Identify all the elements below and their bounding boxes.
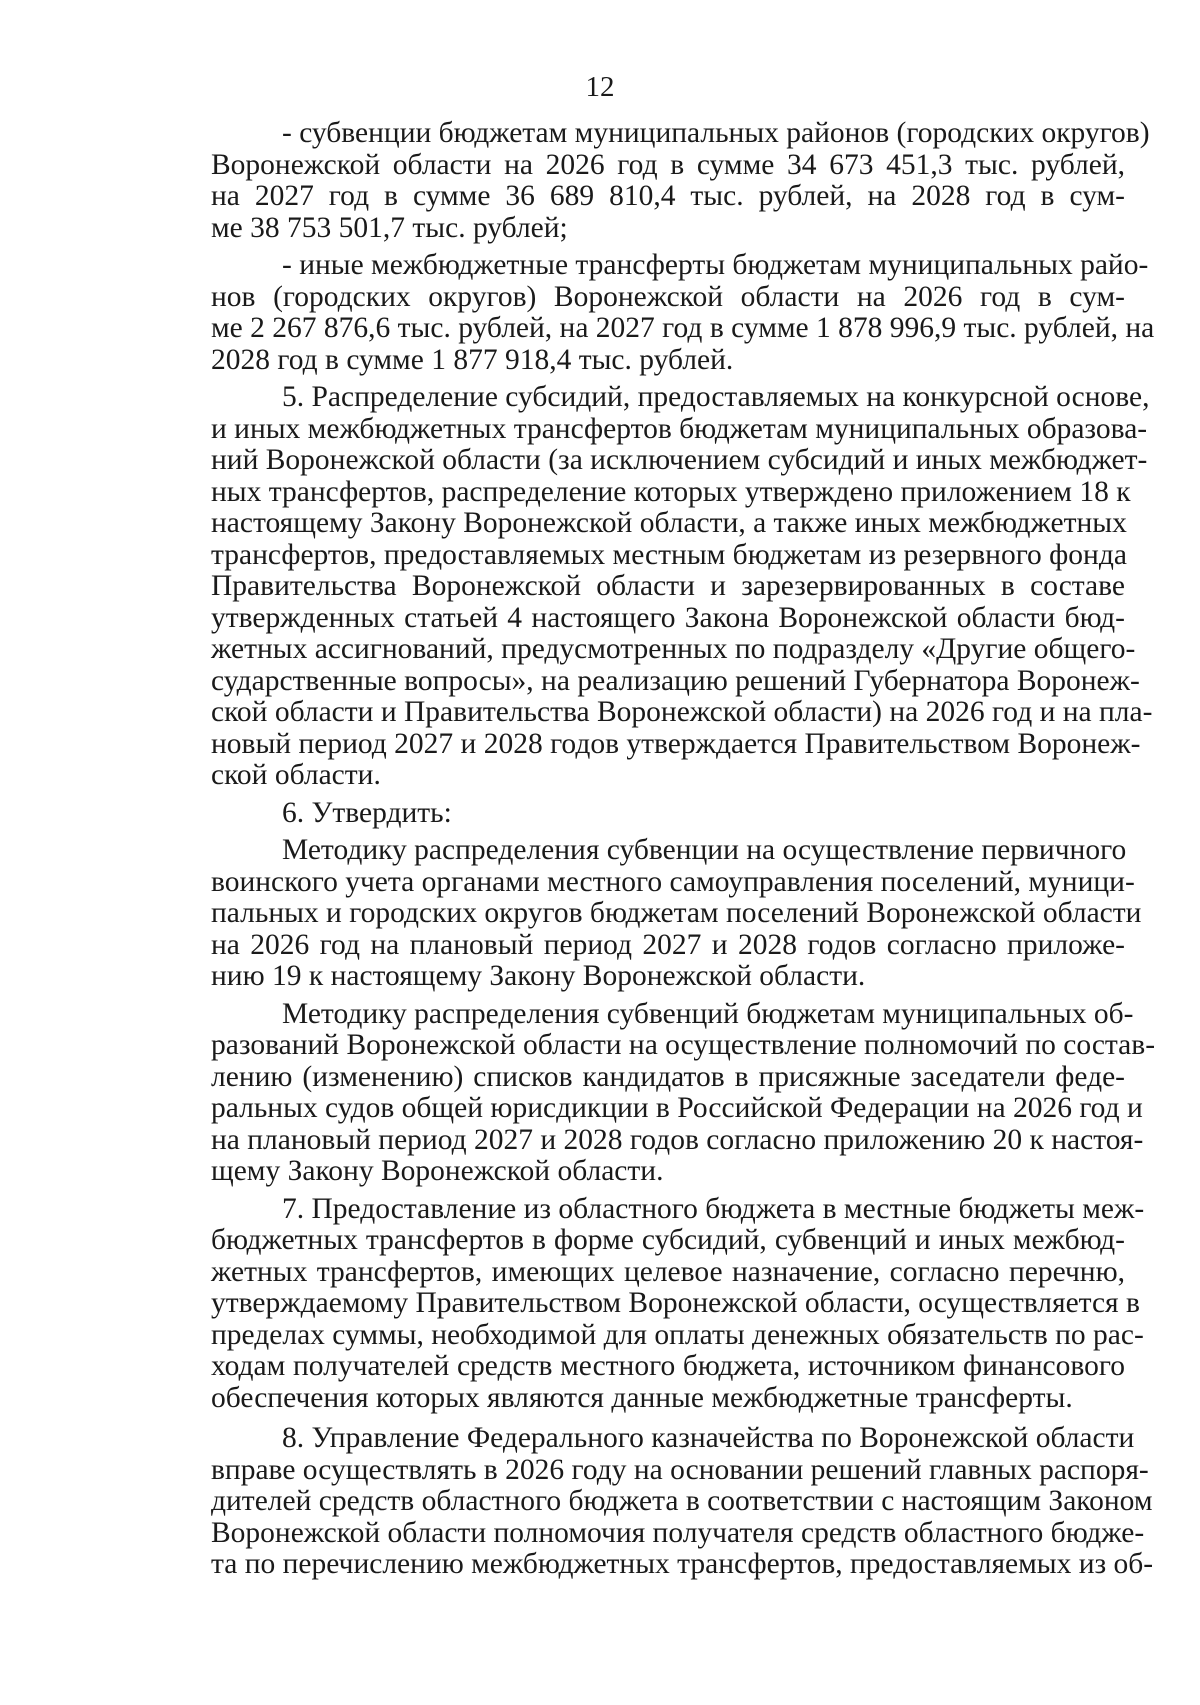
text-line: новый период 2027 и 2028 годов утверждается Правительством Воронеж- xyxy=(211,727,1141,760)
text-line: воинского учета органами местного самоуправления поселений, муници- xyxy=(211,865,1135,898)
text-line: ходам получателей средств местного бюджета, источником финансового xyxy=(211,1350,1125,1382)
text-line: сударственные вопросы», на реализацию решений Губернатора Воронеж- xyxy=(211,664,1140,697)
text-line: щему Закону Воронежской области. xyxy=(211,1155,664,1187)
text-line: ний Воронежской области (за исключением субсидий и иных межбюджет- xyxy=(211,444,1148,476)
text-line: настоящему Закону Воронежской области, а также иных межбюджетных xyxy=(211,507,1127,539)
text-line: та по перечислению межбюджетных трансфертов, предоставляемых из об- xyxy=(211,1548,1154,1580)
document-body xyxy=(211,117,1156,1581)
text-line: на 2027 год в сумме 36 689 810,4 тыс. рублей, на 2028 год в сум- xyxy=(211,180,1125,212)
text-line: ской области. xyxy=(211,759,381,791)
text-line: жетных трансфертов, имеющих целевое назначение, согласно перечню, xyxy=(211,1255,1125,1288)
page-number: 12 xyxy=(585,71,615,103)
text-line: нов (городских округов) Воронежской области на 2026 год в сум- xyxy=(211,280,1125,313)
text-line: Воронежской области на 2026 год в сумме 34 673 451,3 тыс. рублей, xyxy=(211,148,1125,181)
text-line: 6. Утвердить: xyxy=(282,796,452,829)
text-line: Методику распределения субвенции на осуществление первичного xyxy=(282,834,1127,866)
text-line: пределах суммы, необходимой для оплаты денежных обязательств по рас- xyxy=(211,1318,1144,1351)
text-line: ных трансфертов, распределение которых утверждено приложением 18 к xyxy=(211,475,1131,508)
text-line: Воронежской области полномочия получателя средств областного бюдже- xyxy=(211,1516,1145,1549)
text-line: утвержденных статьей 4 настоящего Закона Воронежской области бюд- xyxy=(211,601,1125,634)
text-line: разований Воронежской области на осуществление полномочий по состав- xyxy=(211,1029,1156,1061)
text-line: вправе осуществлять в 2026 году на основании решений главных распоря- xyxy=(211,1453,1149,1486)
text-line: - субвенции бюджетам муниципальных районов (городских округов) xyxy=(282,117,1150,149)
text-line: ской области и Правительства Воронежской области) на 2026 год и на пла- xyxy=(211,696,1153,728)
text-line: лению (изменению) списков кандидатов в присяжные заседатели феде- xyxy=(211,1060,1125,1093)
paragraph-methodology-military xyxy=(211,834,1142,993)
text-line: - иные межбюджетные трансферты бюджетам муниципальных райо- xyxy=(282,249,1149,281)
text-line: 5. Распределение субсидий, предоставляемых на конкурсной основе, xyxy=(282,381,1150,413)
paragraph-item-7 xyxy=(211,1192,1145,1415)
text-line: 7. Предоставление из областного бюджета в местные бюджеты меж- xyxy=(282,1192,1145,1225)
text-line: Правительства Воронежской области и зарезервированных в составе xyxy=(211,570,1125,602)
text-line: жетных ассигнований, предусмотренных по подразделу «Другие общего- xyxy=(211,633,1136,665)
text-line: нию 19 к настоящему Закону Воронежской области. xyxy=(211,960,866,992)
text-line: на 2026 год на плановый период 2027 и 2028 годов согласно приложе- xyxy=(211,928,1125,961)
text-line: ральных судов общей юрисдикции в Российской Федерации на 2026 год и xyxy=(211,1092,1143,1124)
text-line: бюджетных трансфертов в форме субсидий, субвенций и иных межбюд- xyxy=(211,1224,1125,1256)
text-line: 8. Управление Федерального казначейства по Воронежской области xyxy=(282,1422,1135,1454)
text-line: трансфертов, предоставляемых местным бюджетам из резервного фонда xyxy=(211,538,1127,571)
text-line: и иных межбюджетных трансфертов бюджетам муниципальных образова- xyxy=(211,412,1148,445)
text-line: ме 38 753 501,7 тыс. рублей; xyxy=(211,211,568,244)
paragraph-other-transfers xyxy=(211,249,1155,376)
text-line: ме 2 267 876,6 тыс. рублей, на 2027 год в сумме 1 878 996,9 тыс. рублей, на xyxy=(211,312,1155,344)
text-line: обеспечения которых являются данные межбюджетные трансферты. xyxy=(211,1381,1073,1414)
text-line: на плановый период 2027 и 2028 годов согласно приложению 20 к настоя- xyxy=(211,1123,1144,1156)
paragraph-item-6 xyxy=(211,798,1125,830)
text-line: утверждаемому Правительством Воронежской области, осуществляется в xyxy=(211,1287,1140,1319)
paragraph-item-5 xyxy=(211,381,1153,792)
text-line: пальных и городских округов бюджетам поселений Воронежской области xyxy=(211,897,1142,929)
paragraph-item-8 xyxy=(211,1422,1154,1581)
text-line: Методику распределения субвенций бюджетам муниципальных об- xyxy=(282,997,1134,1030)
paragraph-subventions xyxy=(211,117,1150,244)
text-line: дителей средств областного бюджета в соответствии с настоящим Законом xyxy=(211,1485,1153,1517)
text-line: 2028 год в сумме 1 877 918,4 тыс. рублей. xyxy=(211,343,734,376)
paragraph-methodology-jurors xyxy=(211,997,1156,1188)
